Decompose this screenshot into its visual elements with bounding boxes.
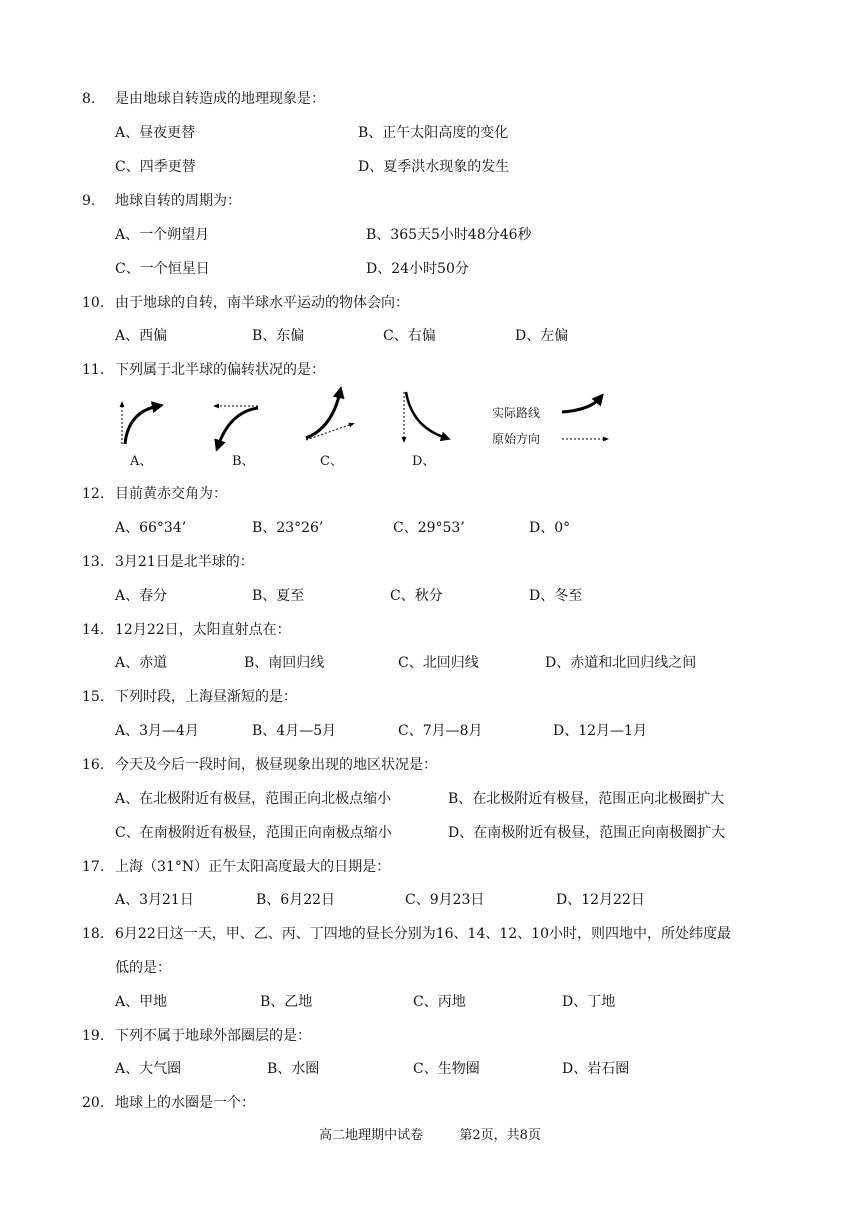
option: C、秋分	[390, 588, 443, 604]
option-c-arrows	[306, 392, 352, 440]
legend-actual-arrow	[562, 398, 600, 412]
option: D、夏季洪水现象的发生	[358, 159, 510, 175]
option: B、4月—5月	[252, 723, 337, 739]
option: A、3月21日	[115, 892, 194, 908]
option: C、29°53’	[393, 520, 465, 536]
option-d-arrows	[404, 392, 446, 440]
option: B、6月22日	[256, 892, 336, 908]
question-number: 14.	[82, 622, 105, 638]
legend-original-label: 原始方向	[492, 432, 541, 446]
option: D、24小时50分	[366, 261, 469, 277]
option-d-label: D、	[412, 454, 436, 469]
option: B、乙地	[260, 994, 313, 1010]
question-stem: 是由地球自转造成的地理现象是：	[115, 91, 325, 107]
question-stem: 地球上的水圈是一个：	[115, 1095, 255, 1111]
option-c-label: C、	[320, 454, 343, 469]
question-number: 19.	[82, 1028, 105, 1044]
option: C、生物圈	[413, 1061, 480, 1077]
question-stem: 3月21日是北半球的：	[115, 554, 254, 570]
option-b-label: B、	[232, 454, 255, 469]
question-number: 10.	[82, 295, 105, 311]
option: D、0°	[529, 520, 571, 536]
option: C、在南极附近有极昼，范围正向南极点缩小	[115, 825, 392, 841]
question-stem: 地球自转的周期为：	[115, 193, 241, 209]
question-number: 17.	[82, 859, 105, 875]
option: B、东偏	[252, 328, 305, 344]
question-stem: 目前黄赤交角为：	[115, 486, 227, 502]
option: B、夏至	[252, 588, 305, 604]
option: A、一个朔望月	[115, 227, 210, 243]
question-stem: 下列不属于地球外部圈层的是：	[115, 1028, 311, 1044]
question-number: 20.	[82, 1095, 105, 1111]
option: C、右偏	[383, 328, 436, 344]
footer-page-number: 第2页，共8页	[459, 1128, 541, 1143]
option: D、12月22日	[556, 892, 645, 908]
question-number: 18.	[82, 926, 105, 942]
option: A、西偏	[115, 328, 168, 344]
option: A、在北极附近有极昼，范围正向北极点缩小	[115, 791, 392, 807]
option: C、7月—8月	[398, 723, 483, 739]
option-a-label: A、	[130, 454, 153, 469]
option: A、春分	[115, 588, 168, 604]
option: B、在北极附近有极昼，范围正向北极圈扩大	[448, 791, 725, 807]
option: D、丁地	[562, 994, 616, 1010]
question-stem: 下列属于北半球的偏转状况的是：	[115, 362, 325, 378]
option-a-arrows	[122, 404, 158, 444]
question-number: 12.	[82, 486, 105, 502]
question-number: 9.	[82, 193, 96, 209]
option: D、12月—1月	[553, 723, 647, 739]
option: C、9月23日	[405, 892, 485, 908]
option: D、赤道和北回归线之间	[545, 655, 697, 671]
question-number: 13.	[82, 554, 105, 570]
question-number: 8.	[82, 91, 96, 107]
option: C、北回归线	[398, 655, 479, 671]
option: B、365天5小时48分46秒	[366, 227, 532, 243]
option: B、23°26’	[252, 520, 324, 536]
option: D、左偏	[515, 328, 569, 344]
question-number: 15.	[82, 689, 105, 705]
question-stem: 由于地球的自转，南半球水平运动的物体会向：	[115, 295, 409, 311]
option: C、丙地	[413, 994, 466, 1010]
option: B、正午太阳高度的变化	[358, 125, 509, 141]
option: D、岩石圈	[562, 1061, 630, 1077]
option: C、一个恒星日	[115, 261, 210, 277]
option: B、南回归线	[244, 655, 325, 671]
question-stem: 今天及今后一段时间，极昼现象出现的地区状况是：	[115, 757, 437, 773]
question-stem: 12月22日，太阳直射点在：	[115, 622, 291, 638]
option: D、冬至	[529, 588, 583, 604]
option: C、四季更替	[115, 159, 196, 175]
footer-title: 高二地理期中试卷	[319, 1128, 424, 1143]
question-stem: 上海（31°N）正午太阳高度最大的日期是：	[115, 859, 391, 875]
question-number: 16.	[82, 757, 105, 773]
option: A、昼夜更替	[115, 125, 196, 141]
option: B、水圈	[267, 1061, 320, 1077]
option: A、大气圈	[115, 1061, 182, 1077]
option: A、3月—4月	[115, 723, 199, 739]
page-footer	[0, 1126, 860, 1146]
legend-actual-label: 实际路线	[492, 406, 541, 420]
option-b-arrows	[216, 406, 258, 446]
option: A、赤道	[115, 655, 168, 671]
option: A、66°34’	[115, 520, 187, 536]
question-number: 11.	[82, 362, 105, 378]
question-stem: 6月22日这一天，甲、乙、丙、丁四地的昼长分别为16、14、12、10小时，则四地中，所处纬度最	[115, 926, 731, 942]
question-stem-continued: 低的是：	[115, 960, 171, 976]
deflection-arrows-figure	[100, 382, 640, 472]
deflection-diagram	[100, 382, 640, 472]
option: A、甲地	[115, 994, 168, 1010]
option: D、在南极附近有极昼，范围正向南极圈扩大	[448, 825, 726, 841]
question-stem: 下列时段，上海昼渐短的是：	[115, 689, 297, 705]
